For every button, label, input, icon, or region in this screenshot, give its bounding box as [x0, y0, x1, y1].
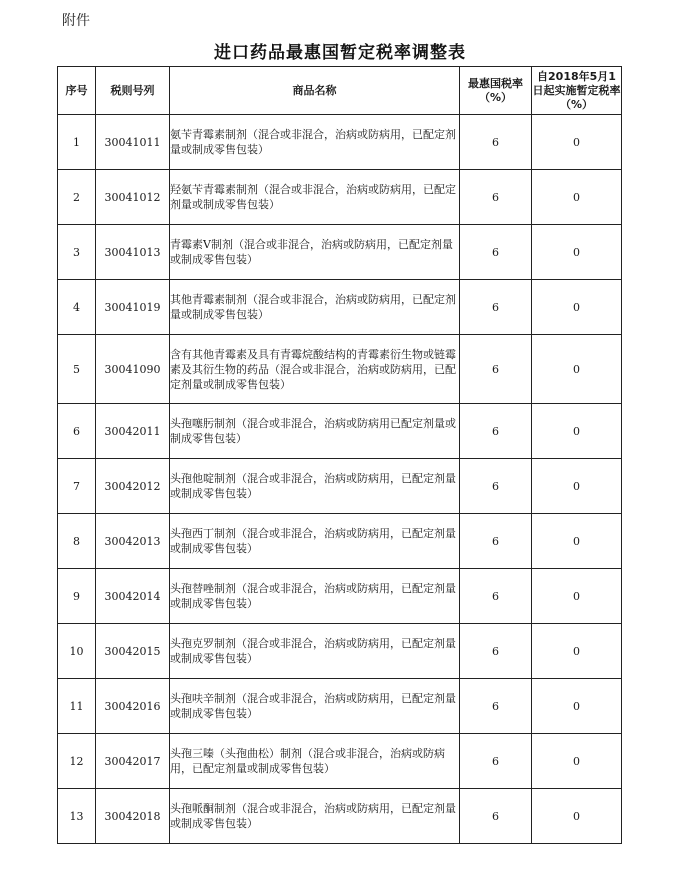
cell-mfn-rate: 6	[460, 789, 532, 844]
col-header-number: 序号	[58, 67, 96, 115]
col-header-tariff-code: 税则号列	[96, 67, 170, 115]
cell-provisional-rate: 0	[532, 679, 622, 734]
cell-tariff-code: 30042014	[96, 569, 170, 624]
cell-mfn-rate: 6	[460, 734, 532, 789]
cell-product-name: 头孢哌酮制剂（混合或非混合，治病或防病用，已配定剂量或制成零售包装）	[170, 789, 460, 844]
cell-tariff-code: 30041012	[96, 170, 170, 225]
cell-number: 9	[58, 569, 96, 624]
cell-mfn-rate: 6	[460, 404, 532, 459]
cell-mfn-rate: 6	[460, 335, 532, 404]
cell-number: 6	[58, 404, 96, 459]
cell-provisional-rate: 0	[532, 514, 622, 569]
cell-mfn-rate: 6	[460, 280, 532, 335]
cell-tariff-code: 30041019	[96, 280, 170, 335]
cell-mfn-rate: 6	[460, 225, 532, 280]
cell-provisional-rate: 0	[532, 569, 622, 624]
table-row	[58, 225, 622, 280]
cell-tariff-code: 30042012	[96, 459, 170, 514]
cell-mfn-rate: 6	[460, 569, 532, 624]
col-header-mfn-rate: 最惠国税率（%）	[460, 67, 532, 115]
document-title: 进口药品最惠国暂定税率调整表	[214, 43, 466, 63]
cell-product-name: 氨苄青霉素制剂（混合或非混合，治病或防病用，已配定剂量或制成零售包装）	[170, 115, 460, 170]
cell-product-name: 头孢克罗制剂（混合或非混合，治病或防病用，已配定剂量或制成零售包装）	[170, 624, 460, 679]
cell-provisional-rate: 0	[532, 335, 622, 404]
table-header-row	[58, 67, 622, 115]
cell-number: 11	[58, 679, 96, 734]
table-row	[58, 335, 622, 404]
cell-mfn-rate: 6	[460, 679, 532, 734]
cell-number: 3	[58, 225, 96, 280]
cell-product-name: 含有其他青霉素及具有青霉烷酸结构的青霉素衍生物或链霉素及其衍生物的药品（混合或非混合，治病或防病用，已配定剂量或制成零售包装）	[170, 335, 460, 404]
cell-number: 4	[58, 280, 96, 335]
table-row	[58, 569, 622, 624]
cell-provisional-rate: 0	[532, 459, 622, 514]
cell-tariff-code: 30041011	[96, 115, 170, 170]
cell-provisional-rate: 0	[532, 734, 622, 789]
cell-number: 2	[58, 170, 96, 225]
cell-product-name: 头孢呋辛制剂（混合或非混合，治病或防病用，已配定剂量或制成零售包装）	[170, 679, 460, 734]
cell-provisional-rate: 0	[532, 789, 622, 844]
cell-number: 1	[58, 115, 96, 170]
cell-product-name: 青霉素V制剂（混合或非混合，治病或防病用，已配定剂量或制成零售包装）	[170, 225, 460, 280]
cell-mfn-rate: 6	[460, 115, 532, 170]
cell-number: 5	[58, 335, 96, 404]
cell-number: 10	[58, 624, 96, 679]
tariff-table	[57, 66, 622, 844]
table-row	[58, 404, 622, 459]
table-row	[58, 115, 622, 170]
cell-mfn-rate: 6	[460, 514, 532, 569]
table-row	[58, 679, 622, 734]
cell-tariff-code: 30041090	[96, 335, 170, 404]
cell-provisional-rate: 0	[532, 624, 622, 679]
cell-product-name: 头孢西丁制剂（混合或非混合，治病或防病用，已配定剂量或制成零售包装）	[170, 514, 460, 569]
cell-product-name: 其他青霉素制剂（混合或非混合，治病或防病用，已配定剂量或制成零售包装）	[170, 280, 460, 335]
attachment-label: 附件	[62, 13, 90, 29]
cell-product-name: 头孢替唑制剂（混合或非混合，治病或防病用，已配定剂量或制成零售包装）	[170, 569, 460, 624]
cell-tariff-code: 30042015	[96, 624, 170, 679]
cell-provisional-rate: 0	[532, 404, 622, 459]
cell-tariff-code: 30042016	[96, 679, 170, 734]
cell-provisional-rate: 0	[532, 170, 622, 225]
cell-product-name: 羟氨苄青霉素制剂（混合或非混合，治病或防病用，已配定剂量或制成零售包装）	[170, 170, 460, 225]
cell-mfn-rate: 6	[460, 170, 532, 225]
cell-product-name: 头孢三嗪（头孢曲松）制剂（混合或非混合，治病或防病用，已配定剂量或制成零售包装）	[170, 734, 460, 789]
cell-tariff-code: 30042018	[96, 789, 170, 844]
cell-number: 13	[58, 789, 96, 844]
cell-mfn-rate: 6	[460, 459, 532, 514]
cell-tariff-code: 30042013	[96, 514, 170, 569]
table-row	[58, 789, 622, 844]
cell-tariff-code: 30041013	[96, 225, 170, 280]
cell-number: 12	[58, 734, 96, 789]
table-row	[58, 514, 622, 569]
table-row	[58, 459, 622, 514]
cell-tariff-code: 30042011	[96, 404, 170, 459]
cell-product-name: 头孢噻肟制剂（混合或非混合，治病或防病用已配定剂量或制成零售包装）	[170, 404, 460, 459]
cell-provisional-rate: 0	[532, 225, 622, 280]
table-row	[58, 624, 622, 679]
col-header-provisional-rate: 自2018年5月1日起实施暂定税率（%）	[532, 67, 622, 115]
table-row	[58, 280, 622, 335]
col-header-product-name: 商品名称	[170, 67, 460, 115]
cell-number: 7	[58, 459, 96, 514]
cell-product-name: 头孢他啶制剂（混合或非混合，治病或防病用，已配定剂量或制成零售包装）	[170, 459, 460, 514]
cell-provisional-rate: 0	[532, 280, 622, 335]
cell-number: 8	[58, 514, 96, 569]
cell-mfn-rate: 6	[460, 624, 532, 679]
table-row	[58, 170, 622, 225]
table-row	[58, 734, 622, 789]
cell-provisional-rate: 0	[532, 115, 622, 170]
cell-tariff-code: 30042017	[96, 734, 170, 789]
